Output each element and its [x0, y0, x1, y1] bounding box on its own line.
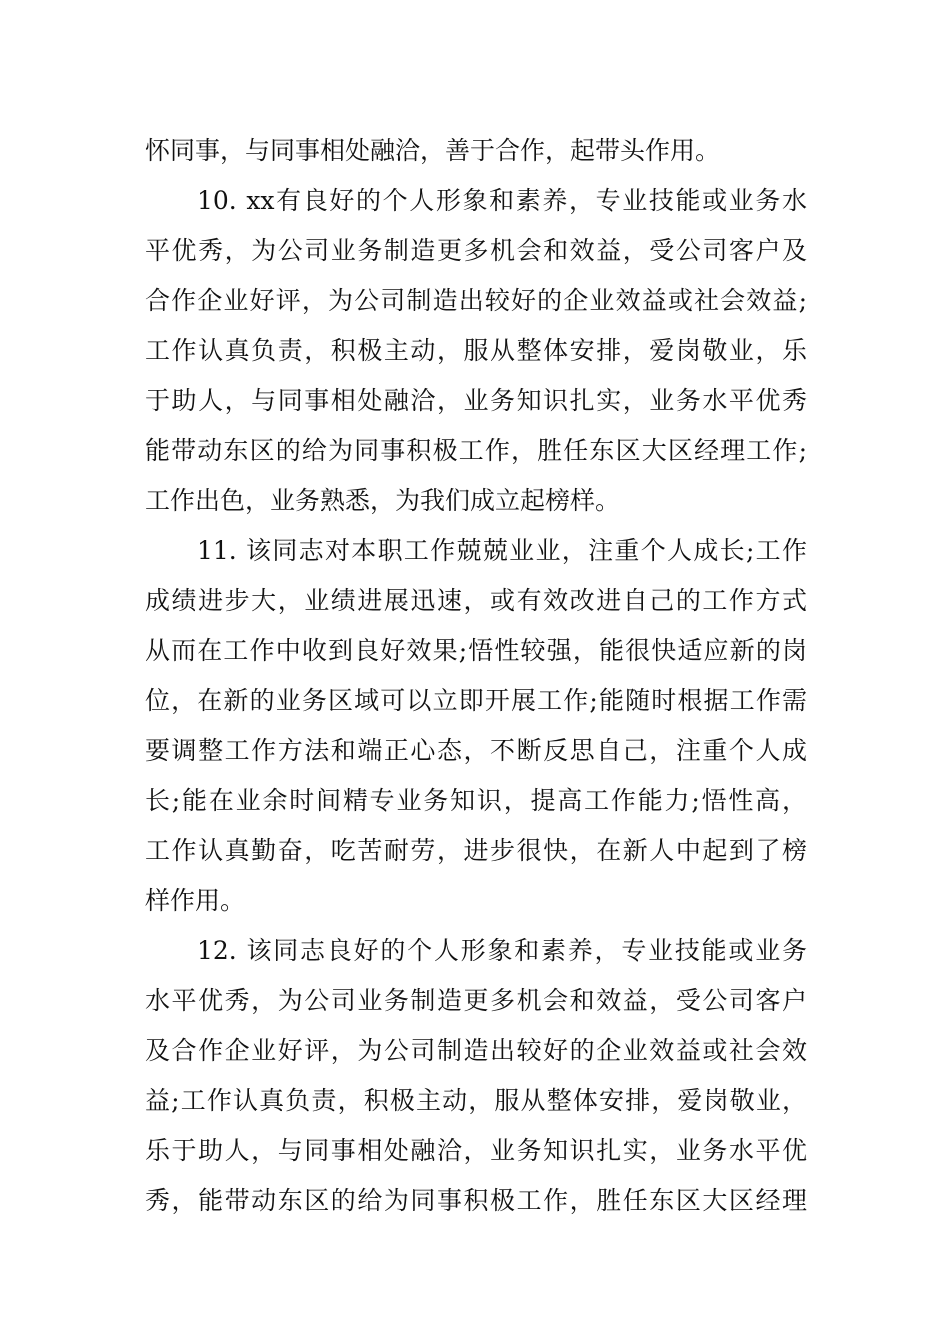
text-line: 位，在新的业务区域可以立即开展工作;能随时根据工作需 — [145, 686, 807, 715]
text-line: 能带动东区的给为同事积极工作，胜任东区大区经理工作; — [145, 436, 807, 465]
text-line: 水平优秀，为公司业务制造更多机会和效益，受公司客户 — [145, 986, 807, 1015]
paragraph-11-first-line: 11. 该同志对本职工作兢兢业业，注重个人成长;工作 — [197, 536, 807, 565]
text-line: 工作出色，业务熟悉，为我们成立起榜样。 — [145, 486, 621, 515]
text-line: 从而在工作中收到良好效果;悟性较强，能很快适应新的岗 — [145, 636, 807, 665]
text-line: 工作认真勤奋，吃苦耐劳，进步很快，在新人中起到了榜 — [145, 836, 807, 865]
text-line: 乐于助人，与同事相处融洽，业务知识扎实，业务水平优 — [145, 1136, 807, 1165]
paragraph-12-first-line: 12. 该同志良好的个人形象和素养，专业技能或业务 — [197, 936, 807, 965]
text-line: 工作认真负责，积极主动，服从整体安排，爱岗敬业，乐 — [145, 336, 807, 365]
text-line: 秀，能带动东区的给为同事积极工作，胜任东区大区经理 — [145, 1186, 807, 1215]
text-line: 益;工作认真负责，积极主动，服从整体安排，爱岗敬业， — [145, 1086, 807, 1115]
text-line: 样作用。 — [145, 886, 246, 915]
text-line: 要调整工作方法和端正心态，不断反思自己，注重个人成 — [145, 736, 807, 765]
text-line: 及合作企业好评，为公司制造出较好的企业效益或社会效 — [145, 1036, 807, 1065]
text-line: 合作企业好评，为公司制造出较好的企业效益或社会效益; — [145, 286, 807, 315]
text-line: 成绩进步大，业绩进展迅速，或有效改进自己的工作方式 — [145, 586, 807, 615]
text-line: 于助人，与同事相处融洽，业务知识扎实，业务水平优秀 — [145, 386, 807, 415]
paragraph-10-first-line: 10. xx有良好的个人形象和素养，专业技能或业务水 — [197, 186, 807, 215]
text-line: 长;能在业余时间精专业务知识，提高工作能力;悟性高， — [145, 786, 807, 815]
text-line: 平优秀，为公司业务制造更多机会和效益，受公司客户及 — [145, 236, 807, 265]
text-line: 怀同事，与同事相处融洽，善于合作，起带头作用。 — [145, 136, 721, 165]
